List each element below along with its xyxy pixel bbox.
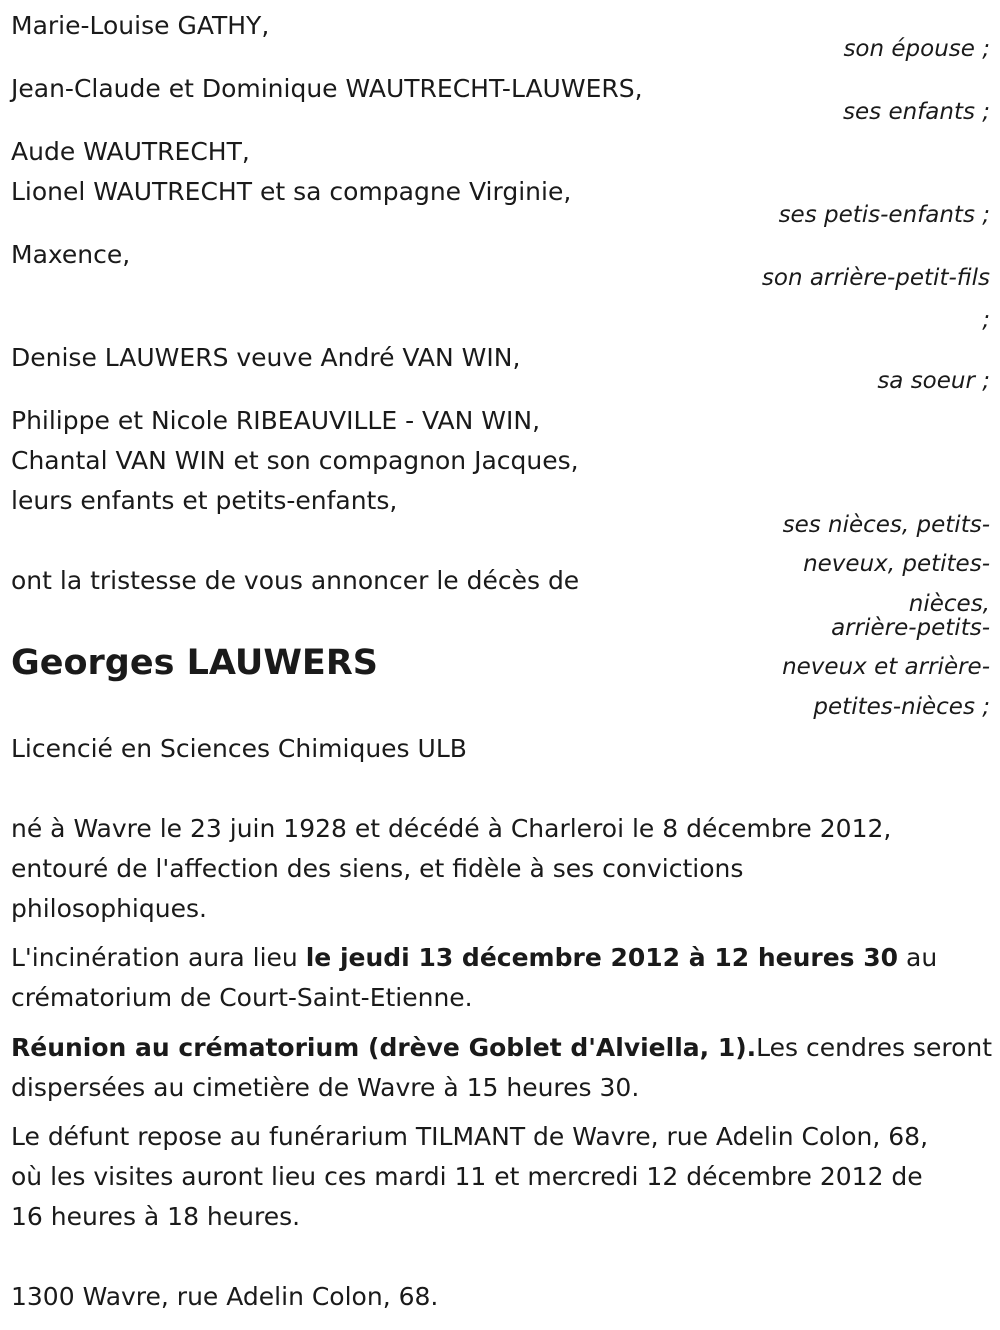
deceased-name: Georges LAUWERS xyxy=(11,643,378,683)
children-names: Jean-Claude et Dominique WAUTRECHT-LAUWERS, xyxy=(11,74,643,103)
grandchildren-relation: ses petis-enfants ; xyxy=(778,202,990,228)
great-grandson-relation-line-1: son arrière-petit-fils xyxy=(761,265,990,291)
reunion-location: Réunion au crématorium (drève Goblet d'Alviella, 1). xyxy=(11,1033,757,1062)
nieces-relation-line-1: ses nièces, petits- xyxy=(782,512,990,538)
bio-line-1: né à Wavre le 23 juin 1928 et décédé à Charleroi le 8 décembre 2012, xyxy=(11,814,892,843)
spouse-relation: son épouse ; xyxy=(843,36,990,62)
grandchild-line-1: Aude WAUTRECHT, xyxy=(11,137,250,166)
nieces-relation-line-5: neveux et arrière- xyxy=(782,654,990,680)
nieces-line-1: Philippe et Nicole RIBEAUVILLE - VAN WIN, xyxy=(11,406,541,435)
nieces-relation-line-2: neveux, petites- xyxy=(803,551,990,577)
reunion-line-1 xyxy=(11,1028,992,1068)
reunion-line-2: dispersées au cimetière de Wavre à 15 heures 30. xyxy=(11,1073,640,1102)
nieces-relation-line-6: petites-nièces ; xyxy=(813,694,990,720)
grandchild-line-2: Lionel WAUTRECHT et sa compagne Virginie, xyxy=(11,177,572,206)
children-relation: ses enfants ; xyxy=(843,99,990,125)
cremation-date: le jeudi 13 décembre 2012 à 12 heures 30 xyxy=(305,943,899,972)
cremation-prefix: L'incinération aura lieu xyxy=(11,943,306,972)
cremation-line-2: crématorium de Court-Saint-Etienne. xyxy=(11,983,473,1012)
contact-address: 1300 Wavre, rue Adelin Colon, 68. xyxy=(11,1282,439,1311)
nieces-relation-line-3: nièces, xyxy=(908,591,990,617)
visits-line-2: où les visites auront lieu ces mardi 11 et mercredi 12 décembre 2012 de xyxy=(11,1162,923,1191)
spouse-name: Marie-Louise GATHY, xyxy=(11,11,270,40)
nieces-relation-line-4: arrière-petits- xyxy=(831,615,990,641)
bio-line-2: entouré de l'affection des siens, et fidèle à ses convictions xyxy=(11,854,744,883)
great-grandson-name: Maxence, xyxy=(11,240,131,269)
bio-line-3: philosophiques. xyxy=(11,894,207,923)
cremation-suffix: au xyxy=(898,943,938,972)
announcement-text: ont la tristesse de vous annoncer le décès de xyxy=(11,566,580,595)
sister-relation: sa soeur ; xyxy=(877,368,990,394)
sister-name: Denise LAUWERS veuve André VAN WIN, xyxy=(11,343,521,372)
visits-line-1: Le défunt repose au funérarium TILMANT de Wavre, rue Adelin Colon, 68, xyxy=(11,1122,929,1151)
deceased-title: Licencié en Sciences Chimiques ULB xyxy=(11,734,467,763)
reunion-rest: Les cendres seront xyxy=(756,1033,993,1062)
nieces-line-3: leurs enfants et petits-enfants, xyxy=(11,486,398,515)
great-grandson-relation-line-2: ; xyxy=(982,307,990,333)
nieces-line-2: Chantal VAN WIN et son compagnon Jacques, xyxy=(11,446,579,475)
visits-line-3: 16 heures à 18 heures. xyxy=(11,1202,301,1231)
cremation-line-1 xyxy=(11,938,937,978)
